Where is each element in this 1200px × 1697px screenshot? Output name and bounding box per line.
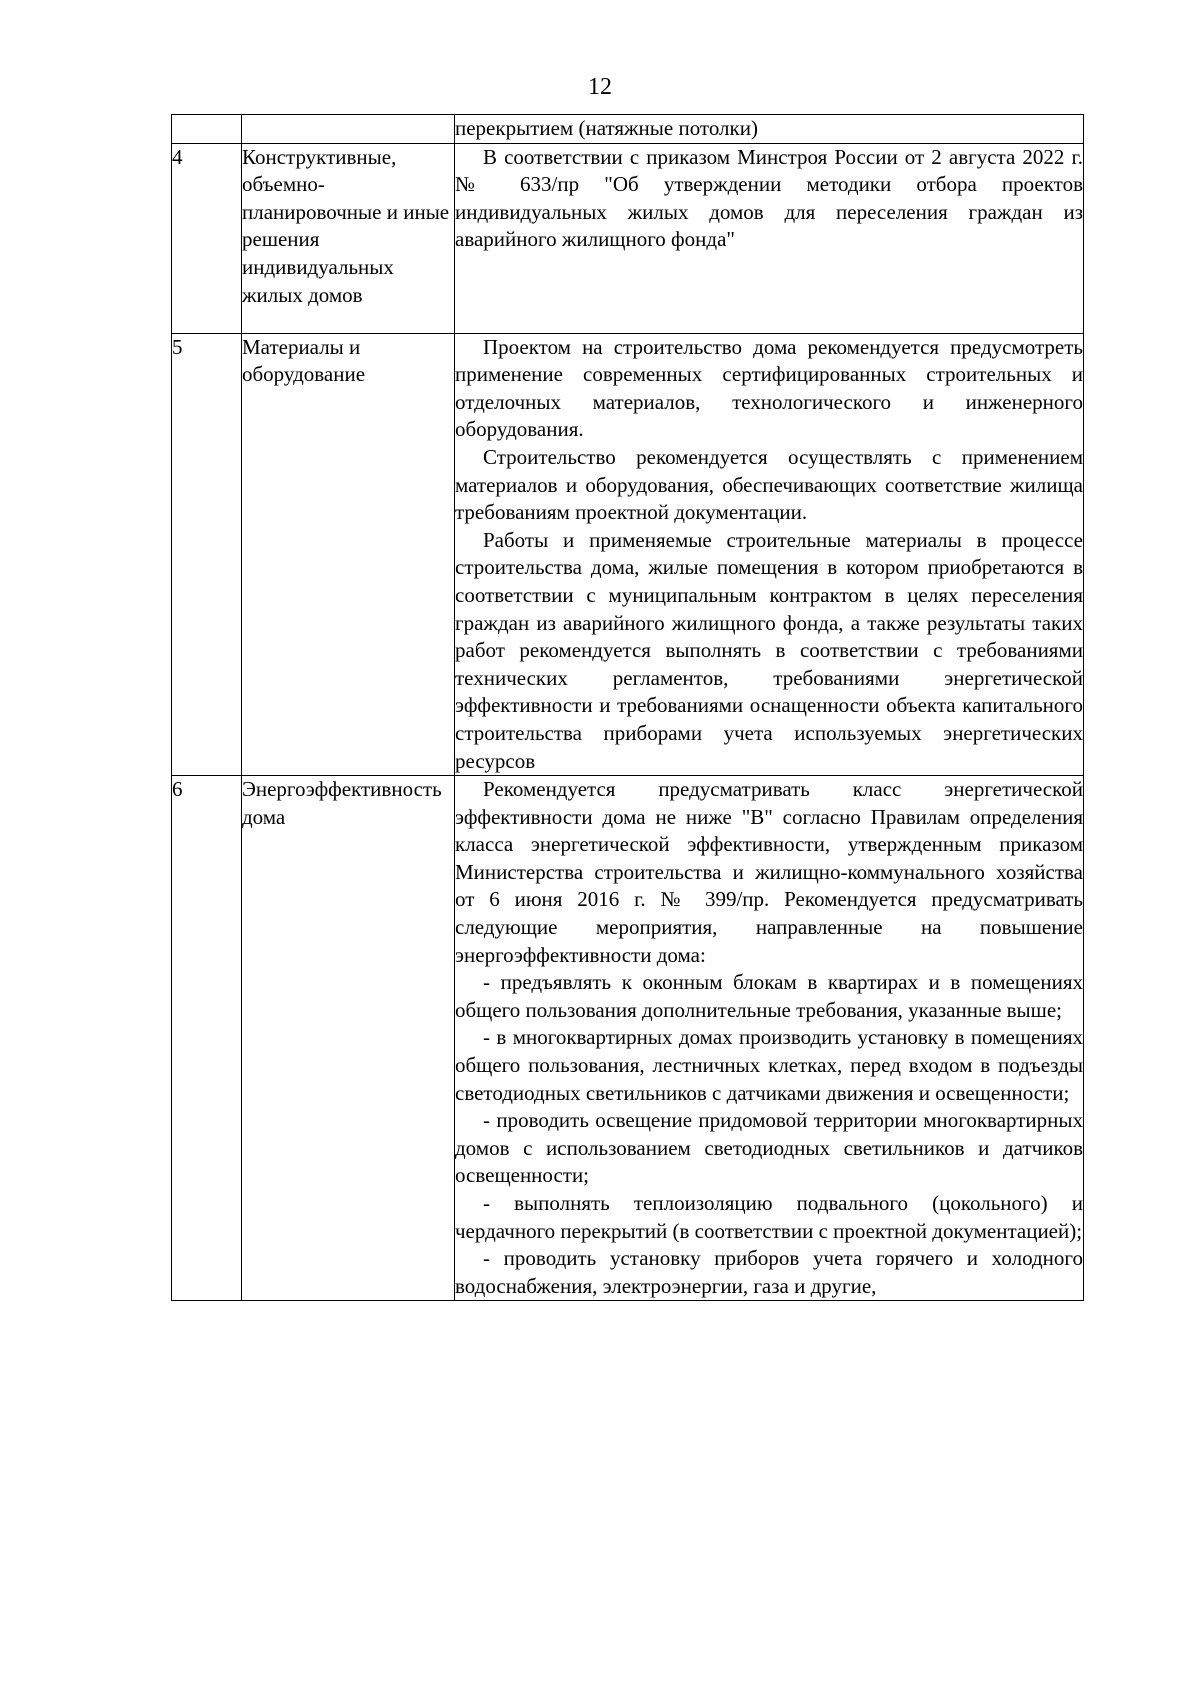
row-number-cell: 6 — [172, 776, 242, 1301]
row-text-cell — [455, 115, 1084, 144]
row-text-cell — [455, 776, 1084, 1301]
table-row — [172, 776, 1084, 1301]
paragraph: - выполнять теплоизоляцию подвального (цокольного) и чердачного перекрытий (в соответствии с проектной документацией); — [455, 1191, 1083, 1243]
table-row — [172, 143, 1084, 333]
paragraph: В соответствии с приказом Минстроя России от 2 августа 2022 г. № 633/пр "Об утверждении методики отбора проектов индивидуальных жилых домов для переселения граждан из аварийного жилищного фонда" — [455, 144, 1083, 252]
paragraph: Проектом на строительство дома рекомендуется предусмотреть применение современных сертифицированных строительных и отделочных материалов, технологического и инженерного оборудования. — [455, 334, 1083, 442]
row-name-cell: Материалы и оборудование — [242, 333, 455, 776]
row-number-cell: 4 — [172, 143, 242, 333]
paragraph: - проводить установку приборов учета горячего и холодного водоснабжения, электроэнергии, газа и другие, — [455, 1246, 1083, 1298]
paragraph: перекрытием (натяжные потолки) — [455, 116, 758, 140]
paragraph: Рекомендуется предусматривать класс энергетической эффективности дома не ниже "В" согласно Правилам определения класса энергетической эффективности, утвержденным приказом Министерства строительства и жилищно-коммунального хозяйства от 6 июня 2016 г. № 399/пр. Рекомендуется предусматривать следующие мероприятия, направленные на повышение энергоэффективности дома: — [455, 777, 1083, 967]
row-name-cell — [242, 115, 455, 144]
row-text-cell — [455, 143, 1084, 333]
table-row — [172, 115, 1084, 144]
row-text-cell — [455, 333, 1084, 776]
row-name-cell: Конструктивные, объемно-планировочные и иные решения индивидуальных жилых домов — [242, 143, 455, 333]
paragraph: Работы и применяемые строительные материалы в процессе строительства дома, жилые помещения в котором приобретаются в соответствии с муниципальным контрактом в целях переселения граждан из аварийного жилищного фонда, а также результаты таких работ рекомендуется выполнять в соответствии с требованиями технических регламентов, требованиями энергетической эффективности и требованиями оснащенности объекта капитального строительства приборами учета используемых энергетических ресурсов — [455, 527, 1083, 773]
paragraph: Строительство рекомендуется осуществлять с применением материалов и оборудования, обеспечивающих соответствие жилища требованиям проектной документации. — [455, 444, 1083, 525]
paragraph: - проводить освещение придомовой территории многоквартирных домов с использованием светодиодных светильников и датчиков освещенности; — [455, 1108, 1083, 1188]
row-name-cell: Энергоэффективность дома — [242, 776, 455, 1301]
row-number-cell: 5 — [172, 333, 242, 776]
paragraph: - в многоквартирных домах производить установку в помещениях общего пользования, лестничных клетках, перед входом в подъезды светодиодных светильников с датчиками движения и освещенности; — [455, 1025, 1083, 1105]
requirements-table — [171, 114, 1084, 1301]
table-row — [172, 333, 1084, 776]
paragraph: - предъявлять к оконным блокам в квартирах и в помещениях общего пользования дополнительные требования, указанные выше; — [455, 970, 1083, 1022]
page-number: 12 — [588, 74, 612, 100]
row-number-cell — [172, 115, 242, 144]
